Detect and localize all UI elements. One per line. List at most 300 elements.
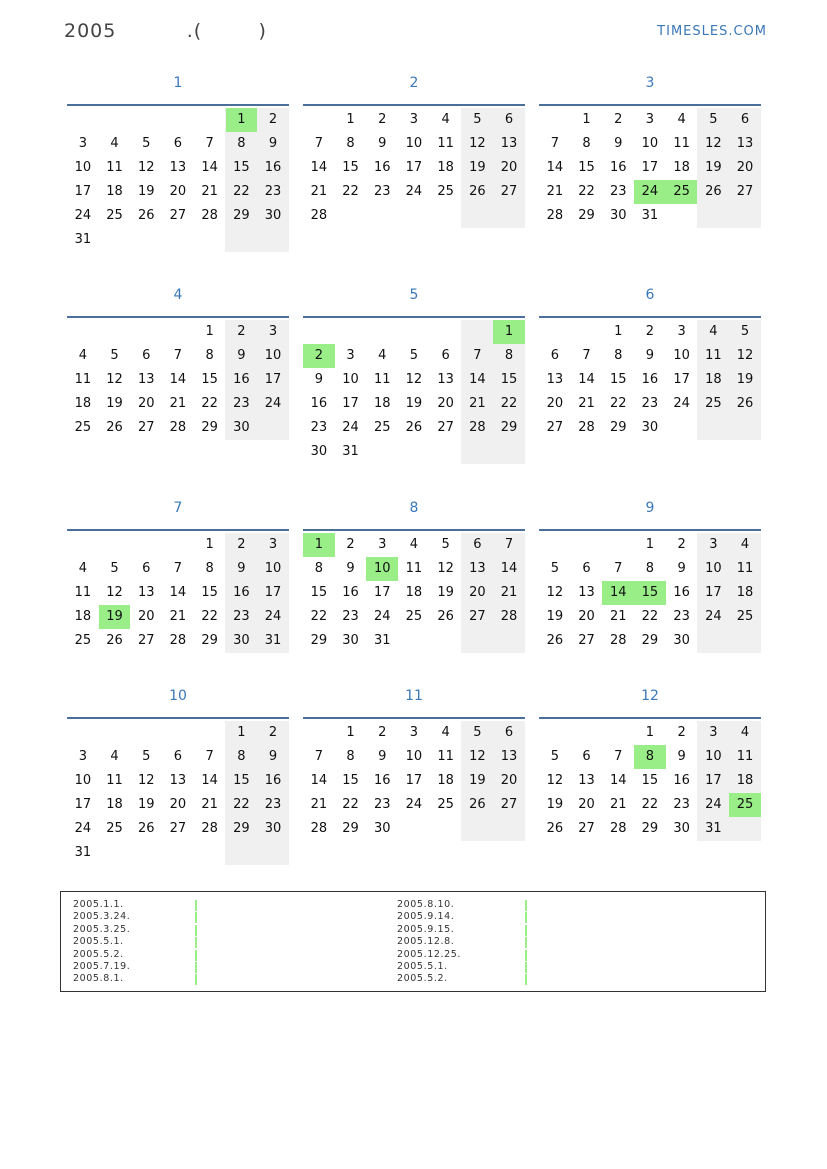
day-cell: 1: [346, 112, 355, 127]
day-cell: 14: [201, 160, 218, 175]
day-cell: 8: [205, 348, 214, 363]
day-cell: 24: [74, 821, 92, 836]
day-cell: 22: [342, 184, 359, 199]
day-cell: 19: [137, 797, 155, 812]
month-divider: [539, 717, 761, 719]
day-cell: 19: [469, 160, 486, 175]
day-cell: 28: [310, 821, 328, 836]
day-cell: 26: [469, 184, 486, 199]
day-cell: 20: [500, 160, 518, 175]
month-grid: [303, 320, 525, 464]
day-cell: 27: [137, 633, 155, 648]
holiday-marker: [525, 950, 527, 961]
legend-entry: [73, 924, 130, 936]
month-grid: [539, 108, 761, 252]
day-cell: 5: [110, 348, 119, 363]
day-cell: 16: [373, 773, 391, 788]
day-cell: 15: [641, 773, 659, 788]
day-cell: 6: [473, 537, 482, 552]
month-grid: [303, 533, 525, 677]
month-name: 10: [169, 688, 187, 704]
day-cell: 7: [582, 348, 591, 363]
day-cell: 15: [233, 773, 250, 788]
day-cell: 12: [546, 773, 564, 788]
day-cell: 7: [614, 561, 623, 576]
day-cell: 10: [705, 749, 722, 764]
day-cell: 2: [677, 537, 686, 552]
day-cell: 17: [264, 372, 282, 387]
day-cell: 28: [609, 633, 627, 648]
day-cell: 21: [169, 396, 187, 411]
day-cell: 11: [106, 160, 123, 175]
day-cell: 29: [233, 208, 250, 223]
day-cell: 11: [74, 372, 92, 387]
day-cell: 12: [405, 372, 423, 387]
day-cell: 23: [641, 396, 659, 411]
day-cell: 3: [78, 749, 87, 764]
month-grid: [539, 320, 761, 464]
holiday-day-cell: 25: [666, 180, 698, 204]
day-cell: 22: [201, 609, 218, 624]
day-cell: 30: [373, 821, 391, 836]
day-cell: 12: [437, 561, 454, 576]
day-cell: 3: [268, 537, 278, 552]
day-cell: 13: [500, 749, 518, 764]
month-9: [539, 495, 761, 677]
day-cell: 5: [473, 725, 482, 740]
day-cell: 25: [437, 797, 454, 812]
day-cell: 8: [582, 136, 591, 151]
day-cell: 11: [437, 136, 454, 151]
month-name: 8: [409, 500, 419, 516]
day-cell: 30: [673, 633, 690, 648]
month-10: [67, 683, 289, 865]
day-cell: 29: [641, 633, 659, 648]
day-cell: 27: [736, 184, 754, 199]
day-cell: 2: [378, 112, 387, 127]
holiday-day-cell: 25: [729, 793, 761, 817]
day-cell: 7: [173, 561, 183, 576]
day-cell: 7: [205, 749, 214, 764]
day-cell: 4: [709, 324, 718, 339]
legend-entry: [73, 973, 130, 985]
day-cell: 6: [441, 348, 450, 363]
day-cell: 18: [405, 585, 423, 600]
day-cell: 23: [673, 609, 690, 624]
day-cell: 10: [405, 749, 423, 764]
day-cell: 17: [641, 160, 659, 175]
day-cell: 11: [736, 561, 754, 576]
holiday-day-cell: 1: [226, 108, 258, 132]
month-divider: [539, 104, 761, 106]
day-cell: 23: [342, 609, 359, 624]
day-cell: 1: [614, 324, 623, 339]
day-cell: 12: [106, 372, 123, 387]
day-cell: 16: [373, 160, 391, 175]
month-1: [67, 70, 289, 252]
day-cell: 22: [500, 396, 518, 411]
day-cell: 15: [609, 372, 627, 387]
day-cell: 6: [582, 749, 591, 764]
day-cell: 11: [405, 561, 423, 576]
day-cell: 29: [233, 821, 250, 836]
month-name: 4: [173, 287, 183, 303]
month-3: [539, 70, 761, 252]
legend-entry: [73, 899, 130, 911]
month-divider: [67, 717, 289, 719]
day-cell: 30: [264, 208, 282, 223]
day-cell: 25: [437, 184, 454, 199]
day-cell: 13: [437, 372, 454, 387]
day-cell: 21: [310, 184, 328, 199]
day-cell: 20: [437, 396, 454, 411]
day-cell: 22: [609, 396, 627, 411]
day-cell: 11: [736, 749, 754, 764]
day-cell: 13: [578, 585, 595, 600]
day-cell: 22: [641, 609, 659, 624]
day-cell: 7: [205, 136, 214, 151]
page-title: 2005 .( ): [64, 20, 267, 42]
day-cell: 21: [546, 184, 564, 199]
day-cell: 10: [264, 348, 282, 363]
month-grid: [539, 721, 761, 865]
day-cell: 7: [314, 136, 323, 151]
day-cell: 17: [673, 372, 690, 387]
day-cell: 12: [137, 773, 155, 788]
day-cell: 18: [705, 372, 722, 387]
day-cell: 28: [609, 821, 627, 836]
day-cell: 6: [142, 348, 151, 363]
legend-entry: [397, 973, 461, 985]
day-cell: 8: [614, 348, 623, 363]
day-cell: 9: [378, 749, 387, 764]
day-cell: 16: [342, 585, 359, 600]
day-cell: 8: [237, 136, 246, 151]
legend-date: 2005.12.25.: [397, 948, 462, 960]
day-cell: 4: [78, 348, 87, 363]
day-cell: 25: [373, 420, 391, 435]
legend-date: 2005.3.25.: [73, 923, 131, 935]
day-cell: 2: [268, 725, 278, 740]
day-cell: 16: [264, 773, 282, 788]
day-cell: 20: [578, 609, 595, 624]
day-cell: 1: [205, 537, 214, 552]
month-divider: [303, 316, 525, 318]
day-cell: 25: [106, 208, 123, 223]
day-cell: 4: [740, 725, 750, 740]
day-cell: 21: [469, 396, 486, 411]
holiday-day-cell: 10: [366, 557, 398, 581]
legend-entry: [73, 911, 130, 923]
day-cell: 9: [378, 136, 387, 151]
day-cell: 2: [268, 112, 278, 127]
day-cell: 25: [106, 821, 123, 836]
day-cell: 12: [469, 136, 486, 151]
day-cell: 7: [173, 348, 183, 363]
day-cell: 27: [169, 208, 187, 223]
day-cell: 14: [310, 773, 328, 788]
day-cell: 11: [705, 348, 722, 363]
day-cell: 1: [645, 725, 655, 740]
day-cell: 30: [641, 420, 659, 435]
day-cell: 20: [500, 773, 518, 788]
day-cell: 27: [578, 633, 595, 648]
day-cell: 6: [582, 561, 591, 576]
day-cell: 28: [546, 208, 564, 223]
month-5: [303, 282, 525, 464]
holiday-marker: [195, 912, 197, 923]
day-cell: 8: [346, 749, 355, 764]
day-cell: 10: [673, 348, 690, 363]
day-cell: 23: [233, 609, 250, 624]
day-cell: 21: [609, 797, 627, 812]
day-cell: 21: [310, 797, 328, 812]
day-cell: 9: [268, 749, 278, 764]
holiday-marker: [195, 925, 197, 936]
day-cell: 19: [137, 184, 155, 199]
day-cell: 27: [469, 609, 486, 624]
day-cell: 15: [201, 372, 218, 387]
day-cell: 3: [378, 537, 387, 552]
day-cell: 26: [469, 797, 486, 812]
month-divider: [67, 316, 289, 318]
day-cell: 10: [264, 561, 282, 576]
day-cell: 24: [342, 420, 359, 435]
day-cell: 24: [673, 396, 690, 411]
day-cell: 29: [342, 821, 359, 836]
day-cell: 26: [546, 821, 564, 836]
month-name: 5: [409, 287, 419, 303]
day-cell: 22: [201, 396, 218, 411]
day-cell: 25: [74, 633, 92, 648]
day-cell: 18: [106, 797, 123, 812]
day-cell: 20: [578, 797, 595, 812]
month-8: [303, 495, 525, 677]
day-cell: 27: [137, 420, 155, 435]
day-cell: 25: [705, 396, 722, 411]
day-cell: 19: [469, 773, 486, 788]
legend-date: 2005.9.15.: [397, 923, 455, 935]
brand-link[interactable]: TIMESLES.COM: [657, 24, 767, 39]
legend-entry: [397, 949, 461, 961]
day-cell: 20: [137, 609, 155, 624]
holiday-day-cell: 1: [493, 320, 525, 344]
day-cell: 17: [74, 184, 92, 199]
day-cell: 29: [201, 420, 218, 435]
legend-entry: [73, 949, 130, 961]
day-cell: 8: [314, 561, 323, 576]
holiday-marker: [525, 912, 527, 923]
day-cell: 5: [110, 561, 119, 576]
month-name: 3: [645, 75, 655, 91]
day-cell: 9: [677, 749, 686, 764]
day-cell: 4: [78, 561, 87, 576]
day-cell: 5: [550, 561, 559, 576]
day-cell: 22: [233, 797, 250, 812]
day-cell: 17: [373, 585, 391, 600]
month-11: [303, 683, 525, 865]
day-cell: 12: [469, 749, 486, 764]
day-cell: 28: [201, 821, 218, 836]
day-cell: 22: [233, 184, 250, 199]
day-cell: 1: [237, 725, 246, 740]
day-cell: 26: [405, 420, 423, 435]
day-cell: 12: [106, 585, 123, 600]
day-cell: 4: [110, 136, 119, 151]
legend-date: 2005.12.8.: [397, 936, 455, 948]
legend-column-right: [397, 899, 461, 986]
day-cell: 27: [546, 420, 564, 435]
day-cell: 21: [578, 396, 595, 411]
day-cell: 18: [437, 160, 454, 175]
day-cell: 1: [582, 112, 591, 127]
day-cell: 8: [237, 749, 246, 764]
day-cell: 4: [677, 112, 686, 127]
day-cell: 20: [546, 396, 564, 411]
holiday-marker: [525, 962, 527, 973]
day-cell: 24: [405, 797, 423, 812]
day-cell: 28: [169, 633, 187, 648]
day-cell: 3: [268, 324, 278, 339]
month-name: 1: [173, 75, 183, 91]
holiday-marker: [195, 937, 197, 948]
day-cell: 20: [137, 396, 155, 411]
month-name: 12: [641, 688, 659, 704]
day-cell: 23: [373, 184, 391, 199]
day-cell: 8: [645, 561, 655, 576]
day-cell: 14: [578, 372, 595, 387]
day-cell: 23: [310, 420, 328, 435]
day-cell: 28: [169, 420, 187, 435]
day-cell: 30: [310, 444, 328, 459]
day-cell: 12: [705, 136, 722, 151]
legend-date: 2005.8.1.: [73, 973, 124, 985]
month-4: [67, 282, 289, 464]
day-cell: 14: [609, 773, 627, 788]
day-cell: 13: [137, 585, 155, 600]
holiday-marker: [195, 974, 197, 985]
day-cell: 3: [709, 537, 718, 552]
legend-date: 2005.7.19.: [73, 960, 131, 972]
day-cell: 13: [736, 136, 754, 151]
holiday-day-cell: 19: [99, 605, 131, 629]
day-cell: 6: [550, 348, 559, 363]
day-cell: 21: [201, 184, 218, 199]
day-cell: 18: [437, 773, 454, 788]
legend-entry: [73, 936, 130, 948]
day-cell: 25: [405, 609, 423, 624]
day-cell: 22: [641, 797, 659, 812]
day-cell: 15: [342, 773, 359, 788]
day-cell: 10: [74, 160, 92, 175]
day-cell: 27: [437, 420, 454, 435]
month-divider: [539, 316, 761, 318]
day-cell: 25: [736, 609, 754, 624]
month-divider: [303, 529, 525, 531]
day-cell: 14: [469, 372, 486, 387]
month-grid: [303, 721, 525, 865]
day-cell: 26: [137, 208, 155, 223]
month-6: [539, 282, 761, 464]
day-cell: 26: [106, 420, 123, 435]
day-cell: 9: [346, 561, 355, 576]
day-cell: 9: [237, 348, 246, 363]
day-cell: 28: [469, 420, 486, 435]
day-cell: 13: [500, 136, 518, 151]
day-cell: 27: [500, 184, 518, 199]
day-cell: 6: [142, 561, 151, 576]
day-cell: 5: [550, 749, 559, 764]
day-cell: 7: [473, 348, 482, 363]
day-cell: 24: [405, 184, 423, 199]
day-cell: 9: [237, 561, 246, 576]
holiday-marker: [525, 937, 527, 948]
month-grid: [67, 320, 289, 464]
day-cell: 7: [314, 749, 323, 764]
month-divider: [539, 529, 761, 531]
day-cell: 9: [645, 348, 655, 363]
month-grid: [539, 533, 761, 677]
day-cell: 18: [74, 396, 92, 411]
month-divider: [303, 104, 525, 106]
day-cell: 31: [264, 633, 282, 648]
legend-date: 2005.5.1.: [397, 960, 448, 972]
day-cell: 14: [169, 585, 187, 600]
day-cell: 28: [500, 609, 518, 624]
day-cell: 19: [705, 160, 722, 175]
day-cell: 19: [106, 396, 123, 411]
day-cell: 31: [641, 208, 659, 223]
day-cell: 29: [609, 420, 627, 435]
holiday-marker: [195, 900, 197, 911]
day-cell: 1: [346, 725, 355, 740]
legend-entry: [397, 961, 461, 973]
day-cell: 19: [736, 372, 754, 387]
day-cell: 3: [709, 725, 718, 740]
day-cell: 6: [173, 136, 183, 151]
day-cell: 11: [74, 585, 92, 600]
day-cell: 26: [106, 633, 123, 648]
day-cell: 4: [110, 749, 119, 764]
day-cell: 1: [645, 537, 655, 552]
day-cell: 14: [169, 372, 187, 387]
day-cell: 6: [504, 725, 514, 740]
day-cell: 8: [205, 561, 214, 576]
day-cell: 20: [169, 184, 187, 199]
day-cell: 23: [673, 797, 690, 812]
month-grid: [67, 108, 289, 252]
day-cell: 27: [500, 797, 518, 812]
holiday-day-cell: 2: [303, 344, 335, 368]
day-cell: 16: [233, 585, 250, 600]
legend-date: 2005.8.10.: [397, 899, 455, 910]
holiday-marker: [525, 925, 527, 936]
day-cell: 6: [740, 112, 750, 127]
day-cell: 14: [201, 773, 218, 788]
day-cell: 16: [310, 396, 328, 411]
day-cell: 19: [405, 396, 423, 411]
day-cell: 18: [736, 585, 754, 600]
day-cell: 11: [673, 136, 690, 151]
day-cell: 6: [173, 749, 183, 764]
month-7: [67, 495, 289, 677]
month-grid: [67, 533, 289, 677]
day-cell: 20: [736, 160, 754, 175]
day-cell: 3: [409, 725, 419, 740]
day-cell: 30: [264, 821, 282, 836]
day-cell: 12: [546, 585, 564, 600]
day-cell: 30: [342, 633, 359, 648]
